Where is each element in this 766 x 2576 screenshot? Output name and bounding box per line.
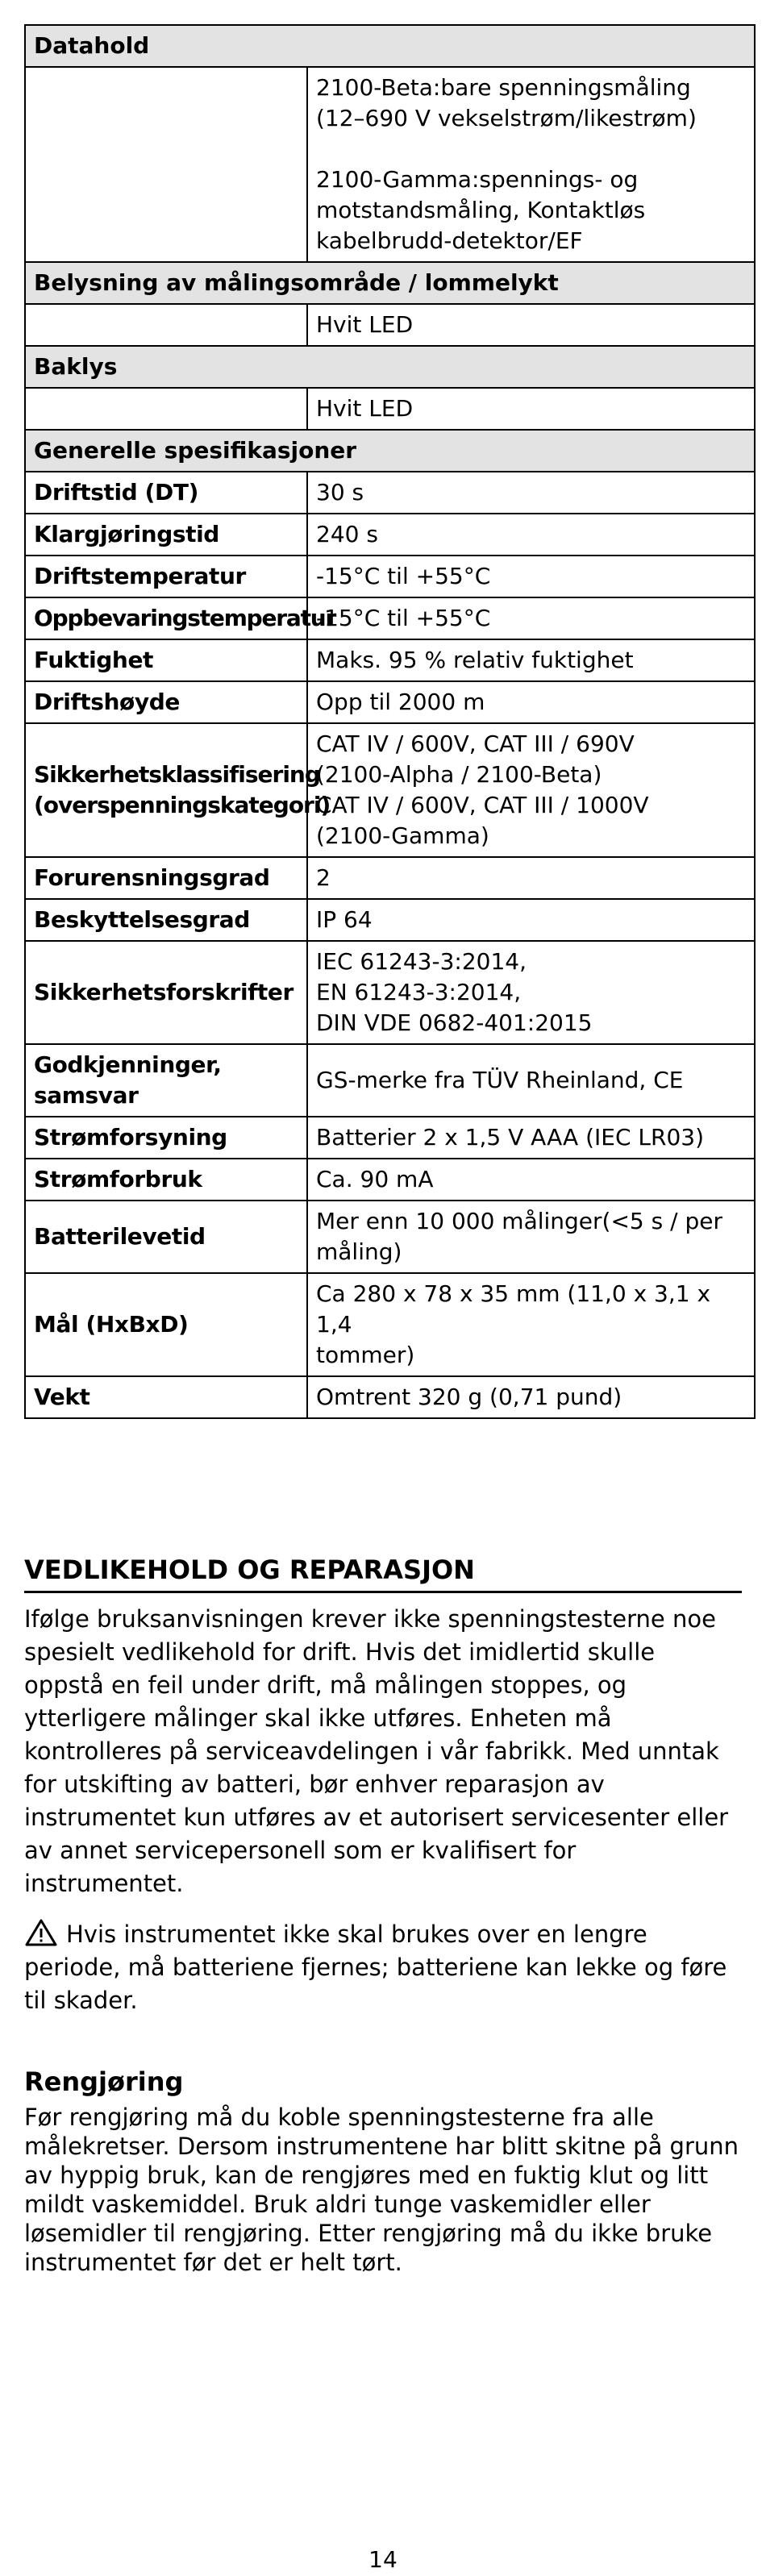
value-line: tommer) [316,1342,415,1368]
spacer [316,134,746,164]
row-value [307,1201,755,1273]
empty-label-cell [25,67,307,262]
section-header-general [25,430,755,472]
label-line: Sikkerhetsklassifisering [34,761,320,788]
row-label: Strømforsyning [25,1117,307,1159]
row-value: 240 s [307,514,755,556]
table-row [25,1159,755,1201]
table-row [25,1273,755,1376]
table-row [25,941,755,1044]
illumination-value: Hvit LED [307,304,755,346]
table-row [25,723,755,857]
empty-label-cell [25,304,307,346]
table-row [25,67,755,262]
section-title: Baklys [25,346,755,388]
row-label: Mål (HxBxD) [25,1273,307,1376]
table-row [25,388,755,430]
maintenance-section [24,1552,742,2277]
row-value: GS-merke fra TÜV Rheinland, CE [307,1044,755,1117]
label-line: (overspenningskategori) [34,792,331,818]
row-value: Omtrent 320 g (0,71 pund) [307,1376,755,1418]
cleaning-paragraph: Før rengjøring må du koble spenningstesterne fra alle målekretser. Dersom instrumentene har blitt skitne på grunn av hyppig bruk, kan de rengjøres med en fuktig klut og litt mildt vaskemiddel. Bruk aldri tunge vaskemidler eller løsemidler til rengjøring. Etter rengjøring må du ikke bruke instrumentet før det er helt tørt. [24,2104,739,2276]
table-row [25,1376,755,1418]
table-row [25,472,755,514]
backlight-value: Hvit LED [307,388,755,430]
value-line: CAT IV / 600V, CAT III / 690V [316,730,635,757]
table-row [25,304,755,346]
warning-triangle-icon [24,1918,58,1947]
section-title: Belysning av målingsområde / lommelykt [25,262,755,304]
row-label: Oppbevaringstemperatur [25,597,307,639]
row-value [307,1273,755,1376]
table-row [25,514,755,556]
value-line: 2100-Beta:bare spenningsmåling [316,74,691,101]
table-row [25,857,755,899]
empty-label-cell [25,388,307,430]
maintenance-paragraph: Ifølge bruksanvisningen krever ikke spenningstesterne noe spesielt vedlikehold for drift. Hvis det imidlertid skulle oppstå en feil under drift, må målingen stoppes, og ytterligere målinger skal ikke utføres. Enheten må kontrolleres på serviceavdelingen i vår fabrikk. Med unntak for utskifting av batteri, bør enhver reparasjon av instrumentet kun utføres av et autorisert servicesenter eller av annet servicepersonell som er kvalifisert for instrumentet. [24,1605,729,1897]
value-line: IEC 61243-3:2014, [316,948,527,975]
datahold-value [307,67,755,262]
row-value [307,941,755,1044]
table-row [25,1117,755,1159]
warning-note [24,1918,742,2017]
row-value: -15°C til +55°C [307,556,755,597]
row-label: Klargjøringstid [25,514,307,556]
label-line: samsvar [34,1082,139,1109]
value-line: DIN VDE 0682-401:2015 [316,1009,593,1036]
value-line: 2100-Gamma:spennings- og [316,166,639,193]
table-row [25,1044,755,1117]
value-line: CAT IV / 600V, CAT III / 1000V [316,792,649,818]
value-line: (2100-Alpha / 2100-Beta) [316,761,602,788]
section-title: Datahold [25,25,755,67]
section-header-backlight [25,346,755,388]
value-line: måling) [316,1238,402,1265]
row-label: Forurensningsgrad [25,857,307,899]
row-label: Driftstid (DT) [25,472,307,514]
label-line: Godkjenninger, [34,1051,222,1078]
row-label: Vekt [25,1376,307,1418]
row-value: -15°C til +55°C [307,597,755,639]
section-title: Generelle spesifikasjoner [25,430,755,472]
maintenance-heading: VEDLIKEHOLD OG REPARASJON [24,1552,742,1593]
row-value [307,723,755,857]
row-label [25,1044,307,1117]
row-label: Driftshøyde [25,681,307,723]
page-number: 14 [368,2546,398,2573]
row-label [25,723,331,857]
value-line: Ca 280 x 78 x 35 mm (11,0 x 3,1 x 1,4 [316,1280,711,1338]
row-label: Strømforbruk [25,1159,307,1201]
row-value: 30 s [307,472,755,514]
table-row [25,899,755,941]
row-value: 2 [307,857,755,899]
value-line: Mer enn 10 000 målinger(<5 s / per [316,1208,722,1234]
value-line: kabelbrudd-detektor/EF [316,227,583,254]
row-value: IP 64 [307,899,755,941]
value-line: motstandsmåling, Kontaktløs [316,197,646,223]
section-header-illumination [25,262,755,304]
row-value: Batterier 2 x 1,5 V AAA (IEC LR03) [307,1117,755,1159]
warning-text: Hvis instrumentet ikke skal brukes over en lengre periode, må batteriene fjernes; batteriene kan lekke og føre til skader. [24,1921,727,2014]
value-line: (2100-Gamma) [316,822,489,849]
value-line: (12–690 V vekselstrøm/likestrøm) [316,105,697,131]
row-label: Beskyttelsesgrad [25,899,307,941]
table-row [25,1201,755,1273]
row-label: Fuktighet [25,639,307,681]
row-value: Ca. 90 mA [307,1159,755,1201]
cleaning-heading: Rengjøring [24,2066,184,2097]
row-value: Maks. 95 % relativ fuktighet [307,639,755,681]
value-line: EN 61243-3:2014, [316,979,522,1005]
table-row [25,597,755,639]
row-label: Sikkerhetsforskrifter [25,941,307,1044]
table-row [25,681,755,723]
row-label: Batterilevetid [25,1201,307,1273]
row-label: Driftstemperatur [25,556,307,597]
row-value: Opp til 2000 m [307,681,755,723]
table-row [25,556,755,597]
section-header-datahold [25,25,755,67]
table-row [25,639,755,681]
specifications-table [24,24,756,1419]
